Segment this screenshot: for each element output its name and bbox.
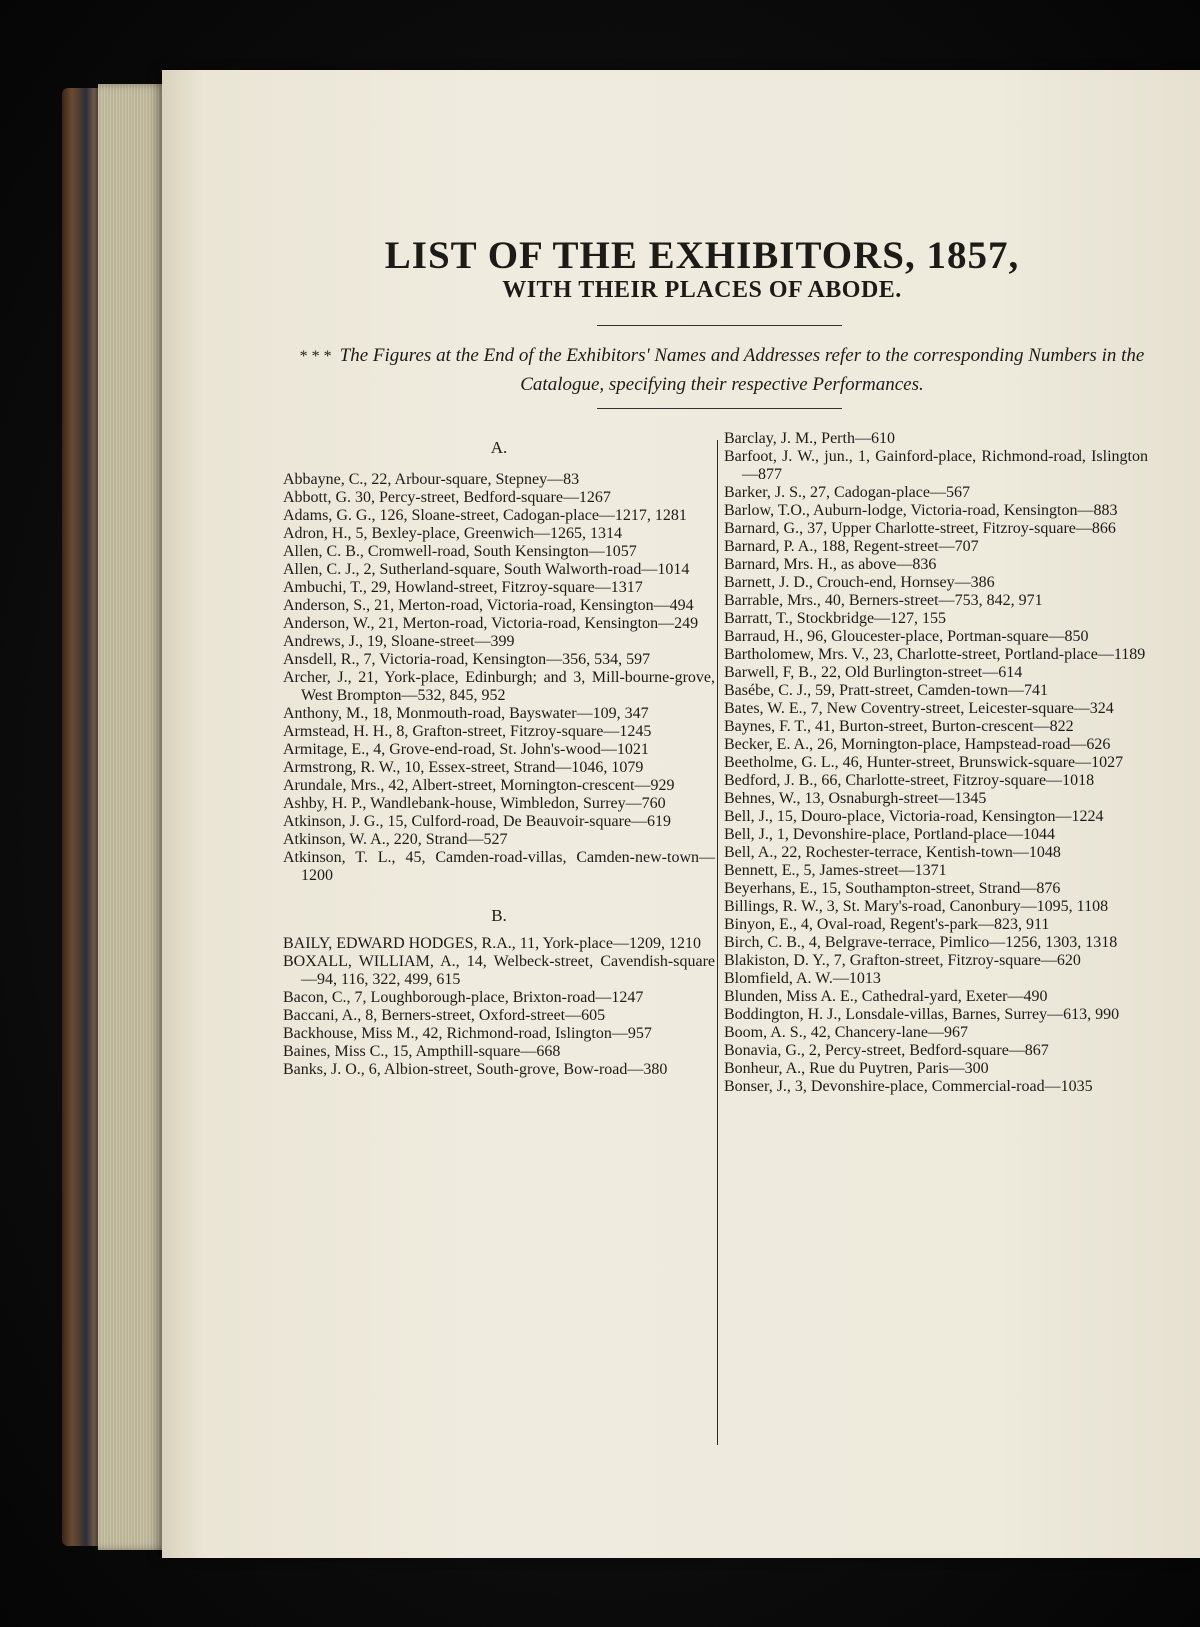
section-letter-b: B.	[491, 906, 507, 925]
right-column-list	[724, 430, 1148, 1096]
exhibitor-entry: Barnard, G., 37, Upper Charlotte-street, Fitzroy-square—866	[724, 520, 1116, 537]
exhibitor-entry: Anderson, S., 21, Merton-road, Victoria-road, Kensington—494	[283, 597, 694, 614]
exhibitor-entry: Adron, H., 5, Bexley-place, Greenwich—1265, 1314	[283, 525, 623, 542]
exhibitor-entry: Barraud, H., 96, Gloucester-place, Portman-square—850	[724, 628, 1089, 645]
exhibitor-entry: Barlow, T.O., Auburn-lodge, Victoria-road, Kensington—883	[724, 502, 1118, 519]
exhibitor-entry: Barfoot, J. W., jun., 1, Gainford-place, Richmond-road, Islington—877	[724, 448, 1148, 483]
exhibitor-entry: Boom, A. S., 42, Chancery-lane—967	[724, 1024, 968, 1041]
exhibitor-entry: Atkinson, W. A., 220, Strand—527	[283, 831, 508, 848]
exhibitor-entry: Baccani, A., 8, Berners-street, Oxford-street—605	[283, 1007, 606, 1024]
exhibitor-entry: Beetholme, G. L., 46, Hunter-street, Brunswick-square—1027	[724, 754, 1124, 771]
exhibitor-entry: Backhouse, Miss M., 42, Richmond-road, Islington—957	[283, 1025, 652, 1042]
exhibitor-entry: Banks, J. O., 6, Albion-street, South-grove, Bow-road—380	[283, 1061, 668, 1078]
exhibitor-entry: Behnes, W., 13, Osnaburgh-street—1345	[724, 790, 987, 807]
catalogue-note	[292, 342, 1152, 399]
exhibitor-entry: Barnard, Mrs. H., as above—836	[724, 556, 937, 573]
exhibitor-entry: Abbott, G. 30, Percy-street, Bedford-square—1267	[283, 489, 611, 506]
exhibitor-entry: Allen, C. J., 2, Sutherland-square, South Walworth-road—1014	[283, 561, 690, 578]
page-title: LIST OF THE EXHIBITORS, 1857,	[384, 234, 1020, 277]
exhibitor-entry: Blunden, Miss A. E., Cathedral-yard, Exeter—490	[724, 988, 1048, 1005]
exhibitor-entry: Allen, C. B., Cromwell-road, South Kensington—1057	[283, 543, 637, 560]
exhibitor-entry: Ashby, H. P., Wandlebank-house, Wimbledon, Surrey—760	[283, 795, 666, 812]
exhibitor-entry: Anderson, W., 21, Merton-road, Victoria-road, Kensington—249	[283, 615, 699, 632]
exhibitor-entry: Bonavia, G., 2, Percy-street, Bedford-square—867	[724, 1042, 1049, 1059]
section-letter-a: A.	[490, 438, 508, 457]
exhibitor-entry: Anthony, M., 18, Monmouth-road, Bayswater—109, 347	[283, 705, 649, 722]
exhibitor-entry: Billings, R. W., 3, St. Mary's-road, Canonbury—1095, 1108	[724, 898, 1109, 915]
exhibitor-entry: BAILY, EDWARD HODGES, R.A., 11, York-place—1209, 1210	[283, 935, 701, 952]
exhibitor-entry: Bennett, E., 5, James-street—1371	[724, 862, 947, 879]
exhibitor-entry: BOXALL, WILLIAM, A., 14, Welbeck-street, Cavendish-square—94, 116, 322, 499, 615	[283, 953, 715, 988]
exhibitor-entry: Bedford, J. B., 66, Charlotte-street, Fitzroy-square—1018	[724, 772, 1095, 789]
exhibitor-entry: Bacon, C., 7, Loughborough-place, Brixton-road—1247	[283, 989, 644, 1006]
exhibitor-entry: Abbayne, C., 22, Arbour-square, Stepney—83	[283, 471, 580, 488]
exhibitor-entry: Atkinson, J. G., 15, Culford-road, De Beauvoir-square—619	[283, 813, 672, 830]
section-a-list	[283, 471, 715, 885]
exhibitor-entry: Bonheur, A., Rue du Puytren, Paris—300	[724, 1060, 989, 1077]
exhibitor-entry: Archer, J., 21, York-place, Edinburgh; and 3, Mill-bourne-grove, West Brompton—532, 845, 952	[283, 669, 715, 704]
exhibitor-entry: Armitage, E., 4, Grove-end-road, St. John's-wood—1021	[283, 741, 649, 758]
exhibitor-entry: Andrews, J., 19, Sloane-street—399	[283, 633, 515, 650]
exhibitor-entry: Bonser, J., 3, Devonshire-place, Commercial-road—1035	[724, 1078, 1093, 1095]
exhibitor-entry: Binyon, E., 4, Oval-road, Regent's-park—823, 911	[724, 916, 1050, 933]
exhibitor-entry: Ansdell, R., 7, Victoria-road, Kensington—356, 534, 597	[283, 651, 651, 668]
exhibitor-entry: Bell, J., 1, Devonshire-place, Portland-place—1044	[724, 826, 1056, 843]
right-column	[724, 430, 1148, 1096]
divider-rule-bottom	[597, 408, 842, 409]
book-page	[162, 70, 1200, 1558]
exhibitor-entry: Birch, C. B., 4, Belgrave-terrace, Pimlico—1256, 1303, 1318	[724, 934, 1118, 951]
exhibitor-entry: Baines, Miss C., 15, Ampthill-square—668	[283, 1043, 561, 1060]
exhibitor-entry: Bates, W. E., 7, New Coventry-street, Leicester-square—324	[724, 700, 1114, 717]
asterism-mark: * * *	[299, 348, 332, 365]
exhibitor-entry: Barclay, J. M., Perth—610	[724, 430, 895, 447]
page-edges	[98, 84, 170, 1550]
exhibitor-entry: Boddington, H. J., Lonsdale-villas, Barnes, Surrey—613, 990	[724, 1006, 1120, 1023]
exhibitor-entry: Bell, J., 15, Douro-place, Victoria-road, Kensington—1224	[724, 808, 1104, 825]
exhibitor-entry: Barwell, F, B., 22, Old Burlington-street—614	[724, 664, 1023, 681]
exhibitor-entry: Barnard, P. A., 188, Regent-street—707	[724, 538, 979, 555]
exhibitor-entry: Basébe, C. J., 59, Pratt-street, Camden-town—741	[724, 682, 1048, 699]
exhibitor-entry: Barratt, T., Stockbridge—127, 155	[724, 610, 947, 627]
exhibitor-entry: Barker, J. S., 27, Cadogan-place—567	[724, 484, 970, 501]
exhibitor-entry: Blakiston, D. Y., 7, Grafton-street, Fitzroy-square—620	[724, 952, 1081, 969]
section-b-list	[283, 935, 715, 1079]
exhibitor-entry: Bartholomew, Mrs. V., 23, Charlotte-street, Portland-place—1189	[724, 646, 1146, 663]
exhibitor-entry: Adams, G. G., 126, Sloane-street, Cadogan-place—1217, 1281	[283, 507, 687, 524]
exhibitor-entry: Ambuchi, T., 29, Howland-street, Fitzroy-square—1317	[283, 579, 643, 596]
column-divider	[717, 440, 718, 1445]
exhibitor-entry: Barrable, Mrs., 40, Berners-street—753, 842, 971	[724, 592, 1043, 609]
exhibitor-entry: Armstead, H. H., 8, Grafton-street, Fitzroy-square—1245	[283, 723, 652, 740]
exhibitor-entry: Blomfield, A. W.—1013	[724, 970, 881, 987]
exhibitor-entry: Becker, E. A., 26, Mornington-place, Hampstead-road—626	[724, 736, 1111, 753]
book-spine	[62, 88, 102, 1546]
divider-rule-top	[597, 325, 842, 326]
left-column	[283, 430, 715, 1079]
exhibitor-entry: Bell, A., 22, Rochester-terrace, Kentish-town—1048	[724, 844, 1061, 861]
exhibitor-entry: Baynes, F. T., 41, Burton-street, Burton-crescent—822	[724, 718, 1074, 735]
exhibitor-entry: Atkinson, T. L., 45, Camden-road-villas, Camden-new-town—1200	[283, 849, 715, 884]
exhibitor-entry: Arundale, Mrs., 42, Albert-street, Mornington-crescent—929	[283, 777, 675, 794]
exhibitor-entry: Armstrong, R. W., 10, Essex-street, Strand—1046, 1079	[283, 759, 644, 776]
exhibitor-entry: Barnett, J. D., Crouch-end, Hornsey—386	[724, 574, 995, 591]
page-subtitle: WITH THEIR PLACES OF ABODE.	[502, 277, 902, 303]
exhibitor-entry: Beyerhans, E., 15, Southampton-street, Strand—876	[724, 880, 1061, 897]
note-text: The Figures at the End of the Exhibitors' Names and Addresses refer to the corresponding Numbers in the Catalogue, specifying their respective Performances.	[339, 345, 1145, 395]
